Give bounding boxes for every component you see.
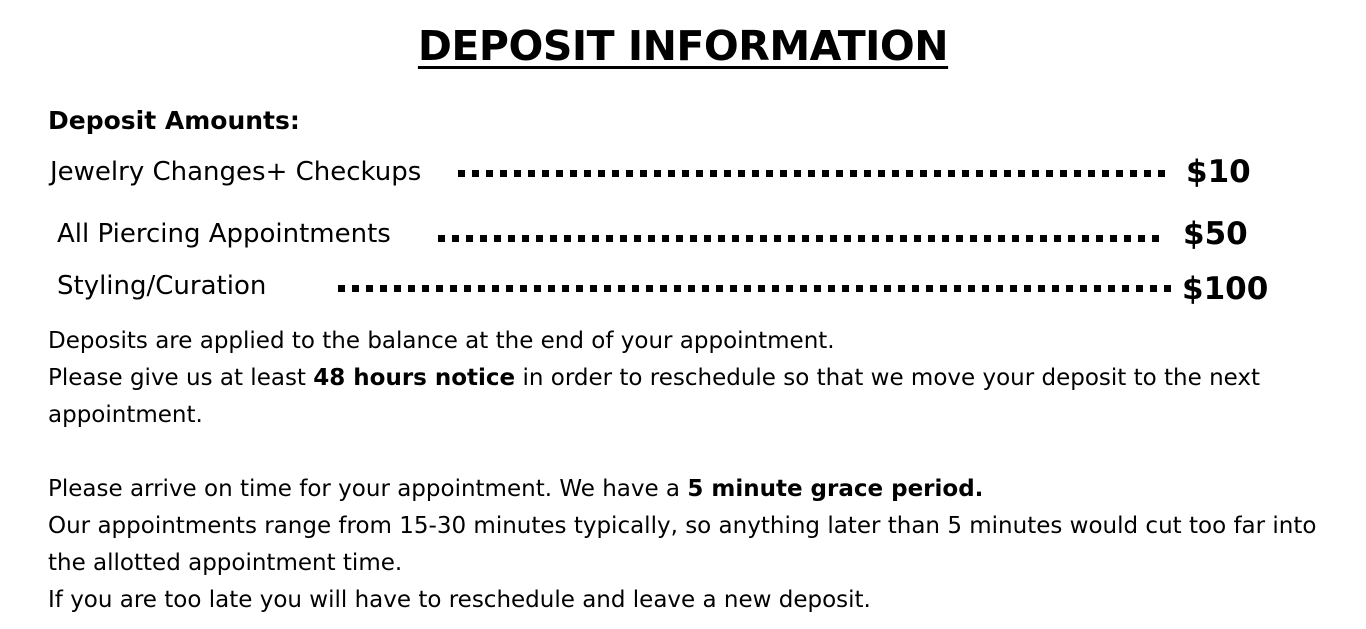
- page-title-text: DEPOSIT INFORMATION: [417, 22, 949, 70]
- policy-line: Our appointments range from 15-30 minutes typically, so anything later than 5 minutes would cut too far into the allotted appointment time.: [48, 513, 1317, 576]
- dotted-leader: [438, 235, 1166, 242]
- price-row-styling-curation: [0, 268, 1366, 308]
- price-row-value: $50: [1183, 216, 1248, 252]
- dotted-leader: [458, 170, 1170, 177]
- deposit-policy-text: [48, 323, 1328, 619]
- paragraph-spacer: [48, 434, 1328, 471]
- page-title: [0, 20, 1366, 72]
- price-row-label: All Piercing Appointments: [57, 219, 391, 249]
- policy-emphasis: 48 hours notice: [313, 365, 516, 391]
- price-row-label: Jewelry Changes+ Checkups: [50, 157, 422, 187]
- policy-line: If you are too late you will have to reschedule and leave a new deposit.: [48, 587, 871, 613]
- price-row-value: $100: [1182, 271, 1269, 307]
- dotted-leader: [338, 285, 1172, 292]
- price-row-all-piercing: [0, 216, 1366, 256]
- price-row-label: Styling/Curation: [57, 271, 267, 301]
- policy-line: Please give us at least 48 hours notice in order to reschedule so that we move your deposit to the next appointment.: [48, 365, 1261, 428]
- policy-emphasis: 5 minute grace period.: [687, 476, 984, 502]
- price-row-jewelry-changes: [0, 154, 1366, 194]
- price-row-value: $10: [1186, 154, 1251, 190]
- policy-line: Deposits are applied to the balance at the end of your appointment.: [48, 328, 835, 354]
- policy-line: Please arrive on time for your appointment. We have a 5 minute grace period.: [48, 476, 984, 502]
- deposit-amounts-heading: Deposit Amounts:: [48, 106, 300, 135]
